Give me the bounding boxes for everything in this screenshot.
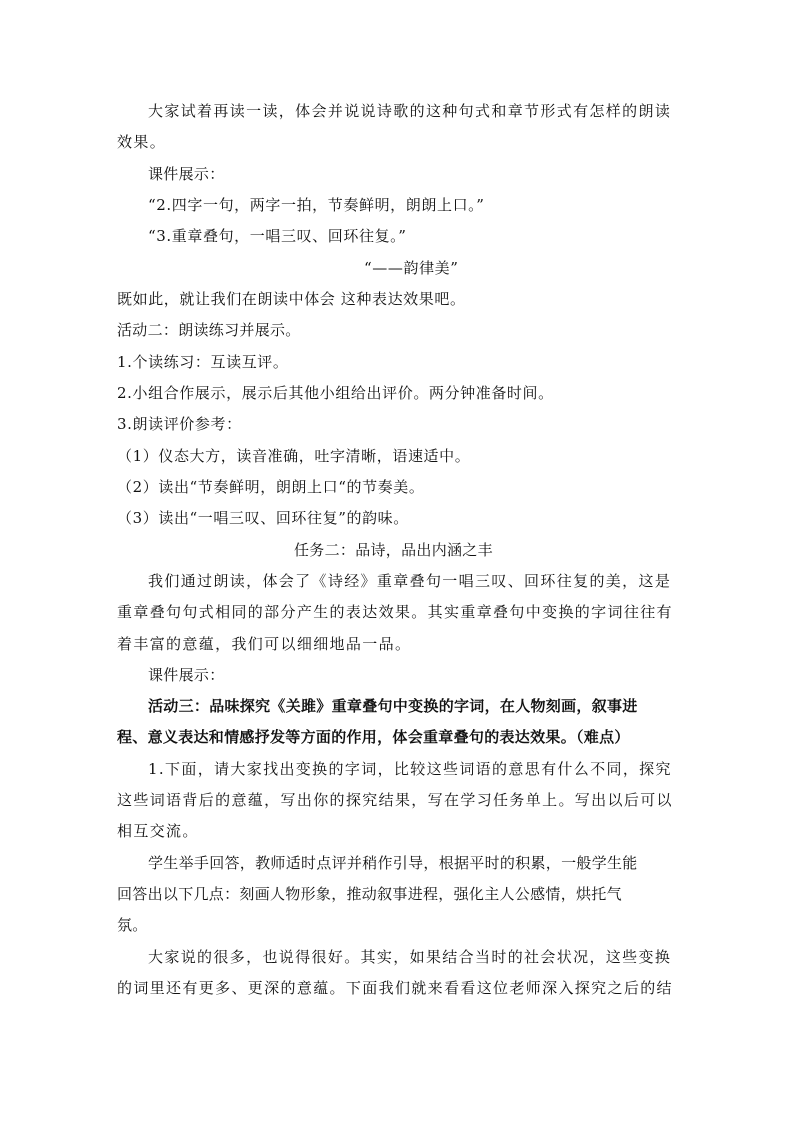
list-item: 1.个读练习：互读互评。: [117, 353, 289, 371]
task-heading: 任务二：品诗，品出内涵之丰: [294, 541, 493, 559]
activity-heading: 程、意义表达和情感抒发等方面的作用，体会重章叠句的表达效果。（难点）: [117, 728, 630, 746]
activity-heading: 活动二：朗读练习并展示。: [117, 321, 301, 339]
paragraph-line: “3.重章叠句，一唱三叹、回环往复。”: [148, 227, 407, 245]
list-item: 2.小组合作展示，展示后其他小组给出评价。两分钟准备时间。: [117, 384, 554, 402]
paragraph-line: 回答出以下几点：刻画人物形象，推动叙事进程，强化主人公感情，烘托气: [117, 885, 622, 903]
paragraph-line: “2.四字一句，两字一拍，节奏鲜明，朗朗上口。”: [148, 196, 485, 214]
list-item: （3）读出“一唱三叹、回环往复”的韵味。: [117, 509, 409, 527]
paragraph-line: 既如此，就让我们在朗读中体会 这种表达效果吧。: [117, 290, 466, 308]
paragraph-line: 学生举手回答，教师适时点评并稍作引导，根据平时的积累，一般学生能: [148, 854, 638, 872]
paragraph-line: 我们通过朗读，体会了《诗经》重章叠句一唱三叹、回环往复的美，这是: [148, 572, 672, 590]
paragraph-line: 大家试着再读一读，体会并说说诗歌的这种句式和章节形式有怎样的朗读: [148, 102, 672, 120]
list-item: （2）读出“节奏鲜明，朗朗上口“的节奏美。: [117, 478, 425, 496]
activity-heading: 活动三：品味探究《关雎》重章叠句中变换的字词，在人物刻画，叙事进: [148, 697, 638, 715]
paragraph-line: 重章叠句句式相同的部分产生的表达效果。其实重章叠句中变换的字词往往有: [117, 603, 673, 621]
paragraph-line: 着丰富的意蕴，我们可以细细地品一品。: [117, 635, 412, 653]
paragraph-line: 氛。: [117, 916, 148, 934]
paragraph-line: 1.下面，请大家找出变换的字词，比较这些词语的意思有什么不同，探究: [148, 760, 672, 778]
caption-line: “——韵律美”: [364, 259, 459, 277]
paragraph-line: 这些词语背后的意蕴，写出你的探究结果，写在学习任务单上。写出以后可以: [117, 791, 673, 809]
section-label: 课件展示：: [148, 666, 225, 684]
list-item: （1）仪态大方，读音准确，吐字清晰，语速适中。: [117, 447, 471, 465]
paragraph-line: 大家说的很多，也说得很好。其实，如果结合当时的社会状况，这些变换: [148, 948, 672, 966]
paragraph-line: 效果。: [117, 133, 167, 151]
paragraph-line: 的词里还有更多、更深的意蕴。下面我们就来看看这位老师深入探究之后的结: [117, 979, 673, 997]
list-item: 3.朗读评价参考：: [117, 415, 242, 433]
paragraph-line: 相互交流。: [117, 822, 199, 840]
section-label: 课件展示：: [148, 165, 225, 183]
